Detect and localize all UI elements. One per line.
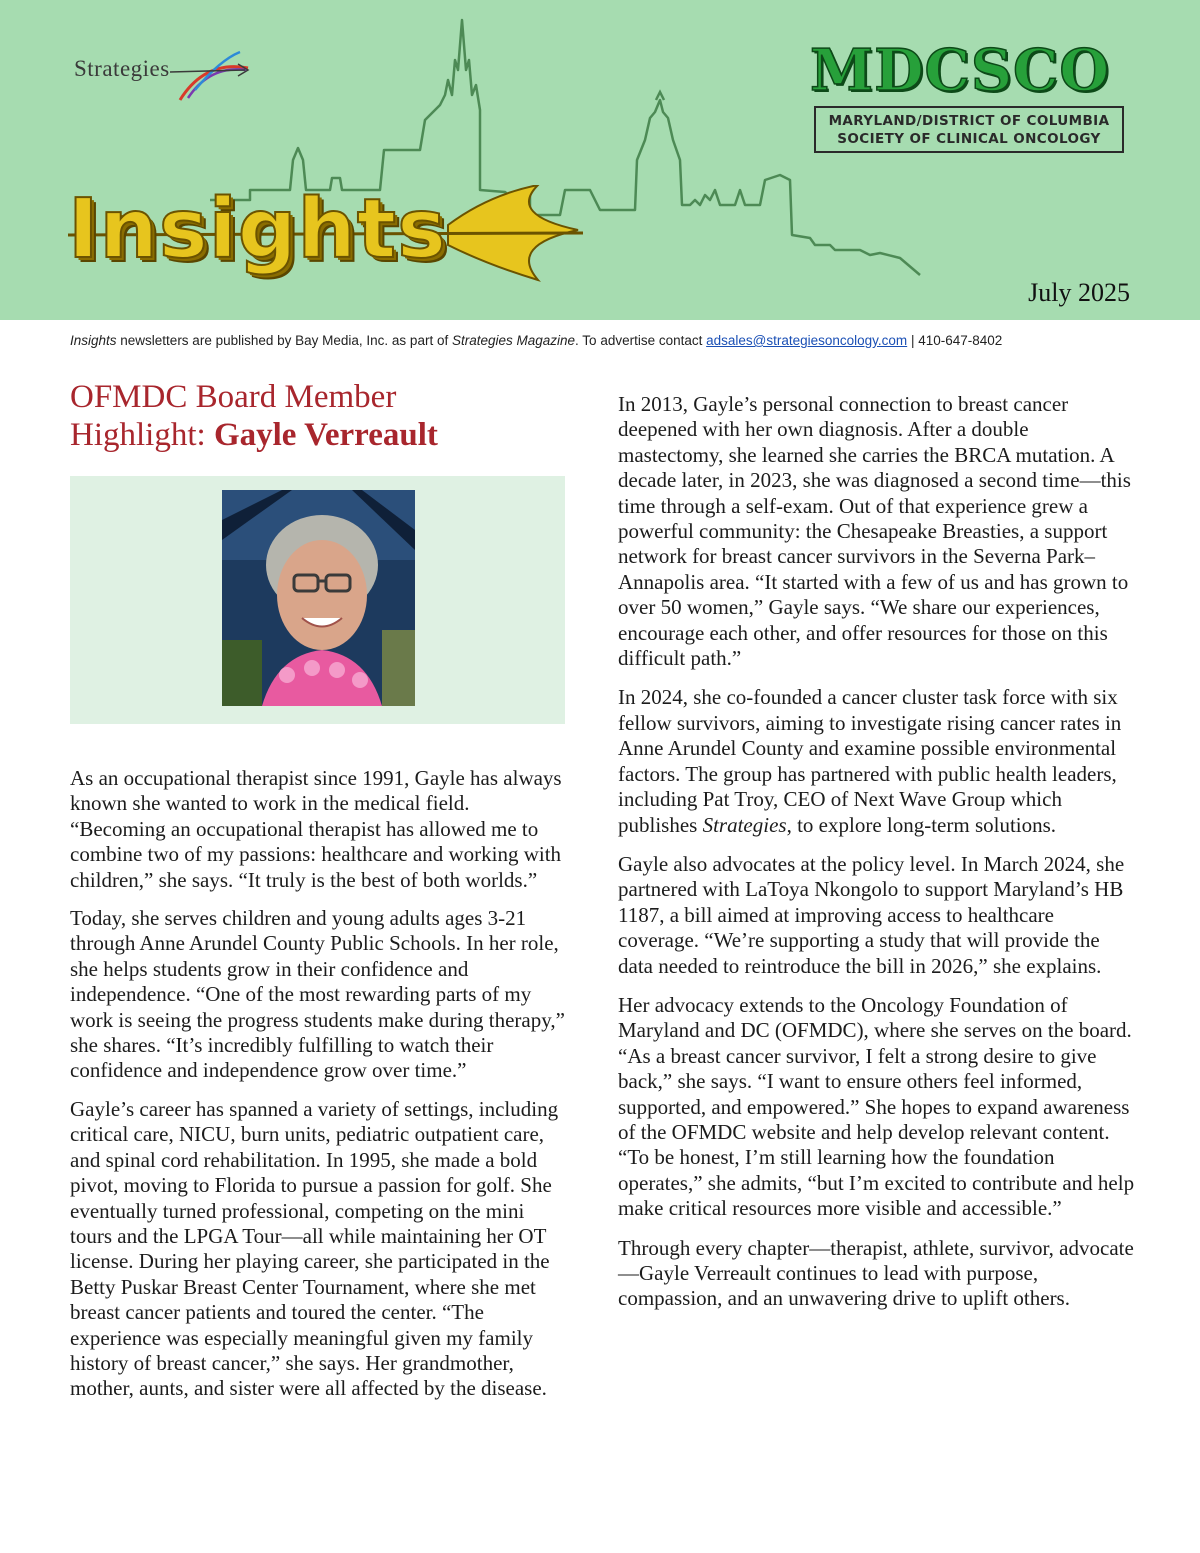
article-headline — [70, 378, 570, 454]
article-left-column — [70, 378, 570, 1415]
task-force-italic: Strategies — [702, 812, 787, 837]
headline-part1: OFMDC Board Member — [70, 379, 397, 415]
mdcsco-name-line1: MARYLAND/DISTRICT OF COLUMBIA — [828, 113, 1110, 129]
publisher-text-1: newsletters are published by Bay Media, Inc. as part of — [116, 333, 452, 348]
article-paragraph: In 2013, Gayle’s personal connection to breast cancer deepened with her own diagnosis. After a double mastectomy, she learned she carries the BRCA mutation. A decade later, in 2023, she was diagnosed a second time—this time through a self-exam. Out of that experience grew a powerful community: the Chesapeake Breasties, a support network for breast cancer survivors in the Severna Park–Annapolis area. “It started with a few of us and has grown to over 50 women,” Gayle says. “We share our experiences, encourage each other, and offer resources for those on this difficult path.” — [618, 392, 1131, 671]
advertising-email-link[interactable]: adsales@strategiesoncology.com — [706, 333, 908, 348]
article-paragraph: Her advocacy extends to the Oncology Foundation of Maryland and DC (OFMDC), where she serves on the board. “As a breast cancer survivor, I felt a strong desire to give back,” she says. “I want to ensure others feel informed, supported, and empowered.” She hopes to expand awareness of the OFMDC website and help develop relevant content. “To be honest, I’m still learning how the foundation operates,” she admits, “but I’m excited to contribute and help make critical resources more visible and accessible.” — [618, 992, 1135, 1221]
mdcsco-name-line2: SOCIETY OF CLINICAL ONCOLOGY — [837, 131, 1101, 147]
header-banner — [0, 0, 1200, 320]
issue-date: July 2025 — [1028, 278, 1130, 307]
portrait-photo — [222, 490, 415, 706]
publisher-note — [70, 333, 1002, 348]
publisher-magazine-name: Strategies Magazine — [451, 333, 576, 348]
article-paragraph: Gayle’s career has spanned a variety of settings, including critical care, NICU, burn units, pediatric outpatient care, and spinal cord rehabilitation. In 1995, she made a bold pivot, moving to Florida to pursue a passion for golf. She eventually turned professional, competing on the mini tours and the LPGA Tour—all while maintaining her OT license. During her playing career, she participated in the Betty Puskar Breast Center Tournament, where she met breast cancer patients and toured the center. “The experience was especially meaningful given my family history of breast cancer,” she says. Her grandmother, mother, aunts, and sister were all affected by the disease. — [70, 1096, 559, 1401]
strategies-logo[interactable] — [70, 40, 250, 110]
headline-name: Gayle Verreault — [213, 417, 438, 453]
insights-logo-text: Insights — [68, 182, 447, 277]
mdcsco-logo — [810, 37, 1130, 153]
article-paragraph: Gayle also advocates at the policy level. In March 2024, she partnered with LaToya Nkongolo to support Maryland’s HB 1187, a bill aimed at improving access to healthcare coverage. “We’re supporting a study that will provide the data needed to reintroduce the bill in 2026,” she explains. — [618, 851, 1125, 978]
mdcsco-full-name — [814, 106, 1124, 153]
publisher-text-2: . To advertise contact — [575, 333, 707, 348]
insights-logo — [68, 182, 588, 285]
photo-panel — [70, 476, 565, 724]
mdcsco-acronym: MDCSCO — [810, 37, 1111, 104]
article-paragraph-task-force — [618, 685, 1136, 837]
publisher-insights-word: Insights — [70, 333, 117, 348]
strategies-logo-text: Strategies — [74, 56, 170, 81]
article-right-column — [618, 392, 1136, 1326]
headline-part2: Highlight: — [70, 417, 214, 453]
task-force-text-after: , to explore long-term solutions. — [786, 812, 1057, 837]
article-paragraph: Today, she serves children and young adults ages 3-21 through Anne Arundel County Public Schools. In her role, she helps students grow in their confidence and independence. “One of the most rewarding parts of my work is seeing the progress students make during therapy,” she shares. “It’s incredibly fulfilling to watch their confidence and independence grow over time.” — [70, 906, 565, 1083]
article-paragraph: As an occupational therapist since 1991, Gayle has always known she wanted to work in the medical field. “Becoming an occupational therapist has allowed me to combine two of my passions: healthcare and working with children,” she says. “It truly is the best of both worlds.” — [70, 766, 562, 892]
publisher-phone: | 410-647-8402 — [907, 333, 1003, 348]
task-force-text-before: In 2024, she co-founded a cancer cluster task force with six fellow survivors, aiming to investigate rising cancer rates in Anne Arundel County and examine possible environmental factors. The group has partnered with public health leaders, including Pat Troy, CEO of Next Wave Group which publishes — [618, 685, 1122, 837]
article-paragraph: Through every chapter—therapist, athlete, survivor, advocate—Gayle Verreault continues to lead with purpose, compassion, and an unwavering drive to uplift others. — [618, 1235, 1134, 1311]
